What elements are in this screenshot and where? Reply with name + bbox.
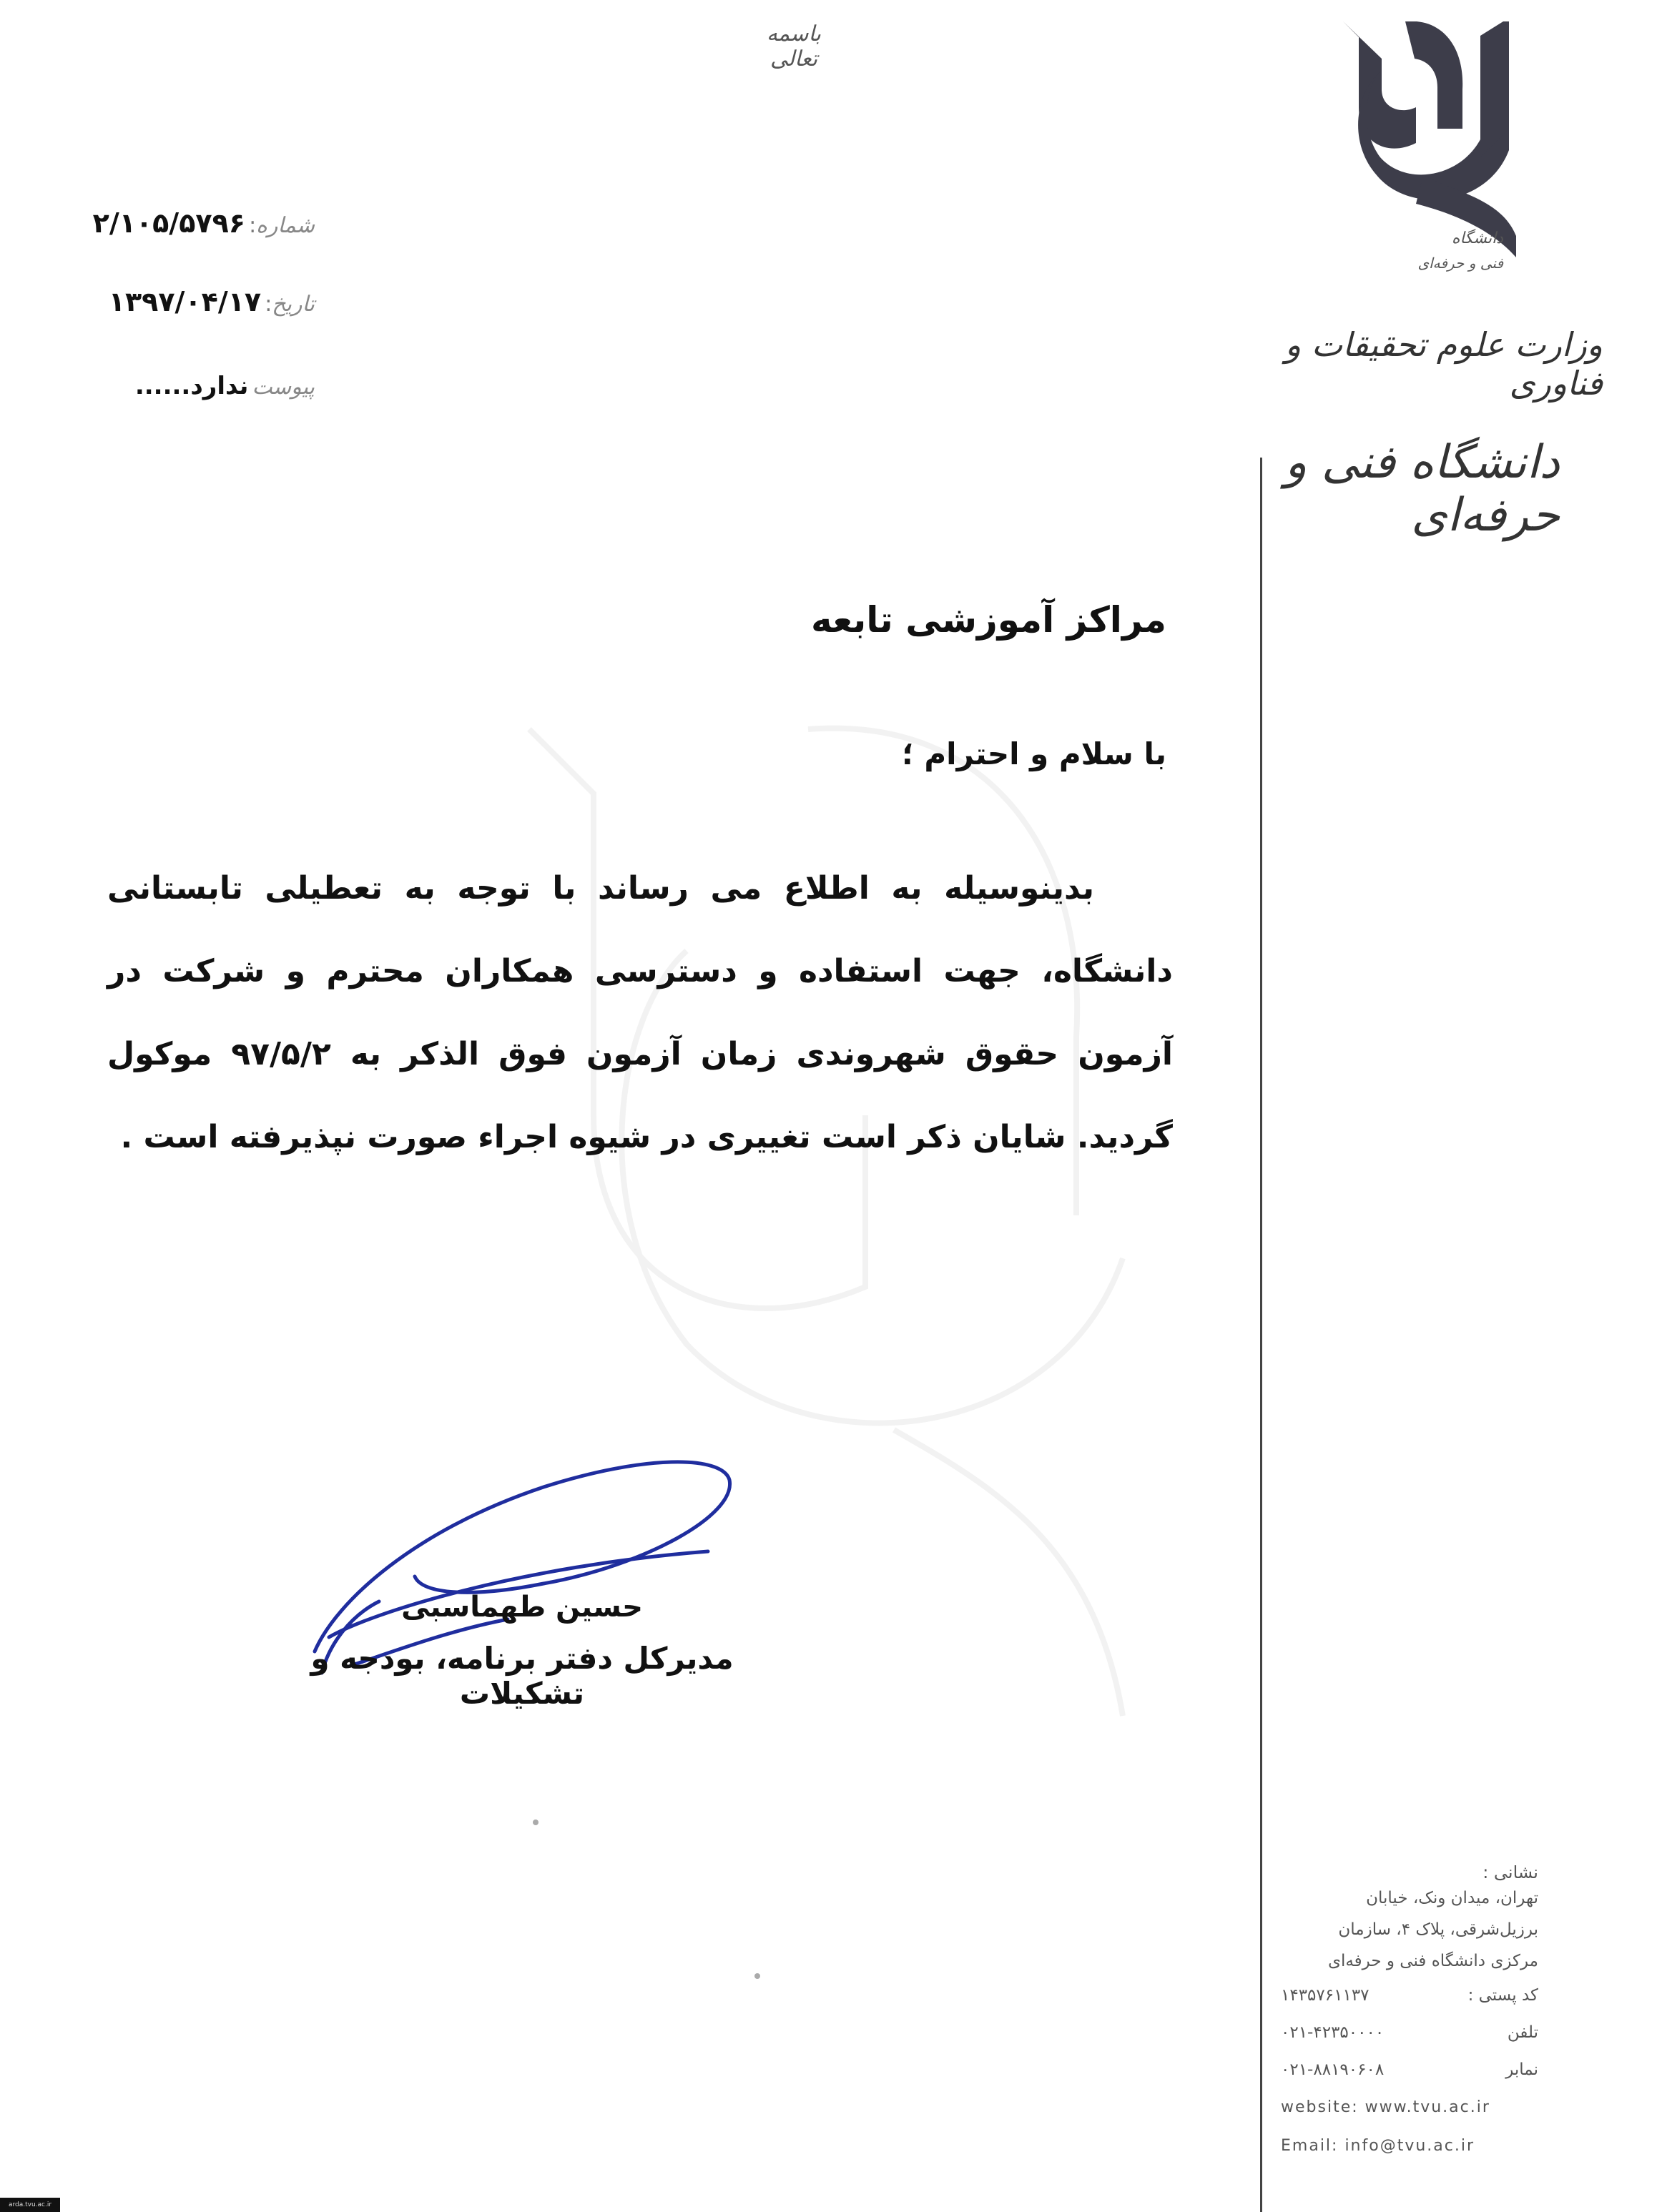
attachment-value: ندارد......	[134, 372, 249, 400]
fax-label: نمابر	[1505, 2060, 1538, 2079]
address-line-1: تهران، میدان ونک، خیابان	[1366, 1889, 1538, 1907]
letter-body-text: بدینوسیله به اطلاع می رساند با توجه به تعطیلی تابستانی دانشگاه، جهت استفاده و دسترسی همکاران محترم و شرکت در آزمون حقوق شهروندی زمان آزمون فوق الذکر به ۹۷/۵/۲ موکول گردید. شایان ذکر است تغییری در شیوه اجراء صورت نپذیرفته است .	[107, 870, 1173, 1155]
corner-source-tag: arda.tvu.ac.ir	[0, 2198, 60, 2212]
salutation: با سلام و احترام ؛	[901, 736, 1166, 771]
postal-label: کد پستی :	[1467, 1986, 1538, 2005]
university-name: دانشگاه فنی و حرفه‌ای	[1284, 436, 1560, 542]
university-logo	[1337, 21, 1523, 279]
date-label: تاریخ	[272, 292, 315, 317]
email-link[interactable]: Email: info@tvu.ac.ir	[1281, 2137, 1475, 2155]
letter-body	[107, 847, 1173, 1179]
fax-row	[1281, 2051, 1538, 2088]
letter-attachment	[57, 372, 315, 400]
fax-value: ۰۲۱-۸۸۱۹۰۶۰۸	[1281, 2060, 1385, 2079]
address-line-2: برزیل‌شرقی، پلاک ۴، سازمان	[1338, 1920, 1538, 1939]
logo-caption-1: دانشگاه	[1451, 229, 1503, 247]
contact-footer	[1281, 1862, 1538, 2166]
address-line-3: مرکزی دانشگاه فنی و حرفه‌ای	[1327, 1952, 1538, 1970]
signer-name: حسین طهماسبی	[401, 1591, 643, 1624]
number-label: شماره	[256, 213, 315, 238]
number-value: ۲/۱۰۵/۵۷۹۶	[92, 207, 245, 239]
scan-speck	[533, 1820, 539, 1825]
date-value: ۱۳۹۷/۰۴/۱۷	[108, 286, 262, 317]
phone-row	[1281, 2014, 1538, 2051]
address-label: نشانی :	[1482, 1862, 1538, 1882]
phone-label: تلفن	[1507, 2023, 1538, 2042]
postal-code-row	[1281, 1977, 1538, 2014]
phone-value: ۰۲۱-۴۲۳۵۰۰۰۰	[1281, 2023, 1385, 2042]
logo-caption-2: فنی و حرفه‌ای	[1417, 255, 1503, 272]
website-link[interactable]: website: www.tvu.ac.ir	[1281, 2098, 1490, 2116]
recipient-heading: مراکز آموزشی تابعه	[810, 599, 1166, 641]
letter-date: تاریخ: ۱۳۹۷/۰۴/۱۷	[108, 286, 315, 317]
letter-number: شماره: ۲/۱۰۵/۵۷۹۶	[92, 207, 315, 239]
postal-value: ۱۴۳۵۷۶۱۱۳۷	[1281, 1986, 1370, 2005]
signer-title: مدیرکل دفتر برنامه، بودجه و تشکیلات	[310, 1641, 734, 1711]
header-divider	[1260, 458, 1262, 2212]
ministry-name: وزارت علوم تحقیقات و فناوری	[1285, 325, 1603, 403]
scan-speck	[754, 1973, 760, 1979]
invocation-text: باسمه تعالی	[766, 21, 822, 71]
attachment-label: پیوست	[252, 375, 315, 400]
